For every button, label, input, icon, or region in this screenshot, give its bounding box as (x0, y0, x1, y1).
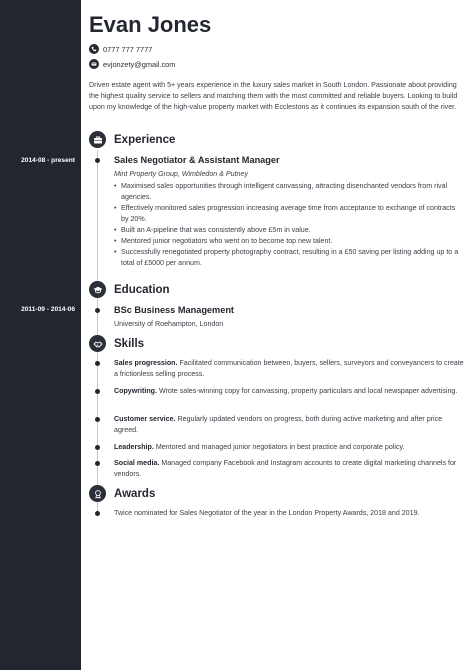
school-name: University of Roehampton, London (114, 320, 224, 328)
email-icon (89, 59, 99, 69)
award-item: Twice nominated for Sales Negotiator of the year in the London Property Awards, 2018 and 2019. (114, 509, 420, 517)
job-company: Mint Property Group, Wimbledon & Putney (114, 170, 248, 178)
timeline-dot (95, 511, 100, 516)
experience-date: 2014-08 - present (21, 157, 75, 164)
phone-icon (89, 44, 99, 54)
education-date: 2011-09 - 2014-06 (21, 306, 75, 313)
skill-name: Copywriting. (114, 387, 157, 395)
skill-name: Social media. (114, 459, 160, 467)
candidate-name: Evan Jones (89, 12, 212, 37)
timeline-dot (95, 417, 100, 422)
education-heading: Education (114, 284, 170, 296)
skill-item (114, 414, 464, 436)
skill-name: Customer service. (114, 415, 176, 423)
list-item: • Built an A-pipeline that was consistently above £5m in value. (114, 225, 464, 236)
skill-item (114, 358, 464, 380)
timeline-dot (95, 445, 100, 450)
email-address[interactable]: evjonzety@gmail.com (103, 60, 176, 69)
job-title: Sales Negotiator & Assistant Manager (114, 155, 280, 165)
skill-description: Mentored and managed junior negotiators in best practice and corporate policy. (155, 443, 405, 451)
left-sidebar (0, 0, 81, 670)
timeline-dot (95, 361, 100, 366)
skill-description: Managed company Facebook and Instagram accounts to create digital marketing channels for vendors. (114, 459, 457, 478)
list-item: • Mentored junior negotiators who went on to become top new talent. (114, 236, 464, 247)
timeline-dot (95, 389, 100, 394)
briefcase-icon (89, 131, 106, 148)
list-item: • Maximised sales opportunities through intelligent canvassing, attracting disenchanted vendors from rival agencies. (114, 181, 464, 203)
list-item: • Effectively monitored sales progression increasing average time from acceptance to exchange of contracts by 20%. (114, 203, 464, 225)
skill-description: Facilitated communication between, buyers, sellers, surveyors and conveyancers to create a frictionless selling process. (114, 359, 464, 378)
profile-summary: Driven estate agent with 5+ years experience in the luxury sales market in South London. Passionate about providing the highest quality service to sellers and matching them with the most committed and reliable buyers. Looking to build upon my knowledge of the high-value property market with Ecclestons as it continues its expansion south of the river. (89, 81, 458, 111)
timeline-dot (95, 158, 100, 163)
timeline-dot (95, 461, 100, 466)
skill-item (114, 442, 464, 453)
skills-heading: Skills (114, 338, 145, 350)
phone-number[interactable]: 0777 777 7777 (103, 45, 153, 54)
skill-item (114, 458, 464, 480)
list-item: • Successfully renegotiated property photography contract, resulting in a £50 saving per listing adding up to a total of £5000 per annum. (114, 247, 464, 269)
degree-title: BSc Business Management (114, 305, 234, 315)
job-bullets (114, 181, 464, 269)
timeline-dot (95, 308, 100, 313)
awards-heading: Awards (114, 488, 156, 500)
handshake-icon (89, 335, 106, 352)
skill-name: Leadership. (114, 443, 154, 451)
graduation-cap-icon (89, 281, 106, 298)
award-ribbon-icon (89, 485, 106, 502)
skill-description: Wrote sales-winning copy for canvassing, property particulars and local newspaper advertising. (158, 387, 458, 395)
skill-name: Sales progression. (114, 359, 178, 367)
skill-item (114, 386, 464, 397)
skill-description: Regularly updated vendors on progress, both during active marketing and after price agreed. (114, 415, 443, 434)
experience-heading: Experience (114, 134, 176, 146)
